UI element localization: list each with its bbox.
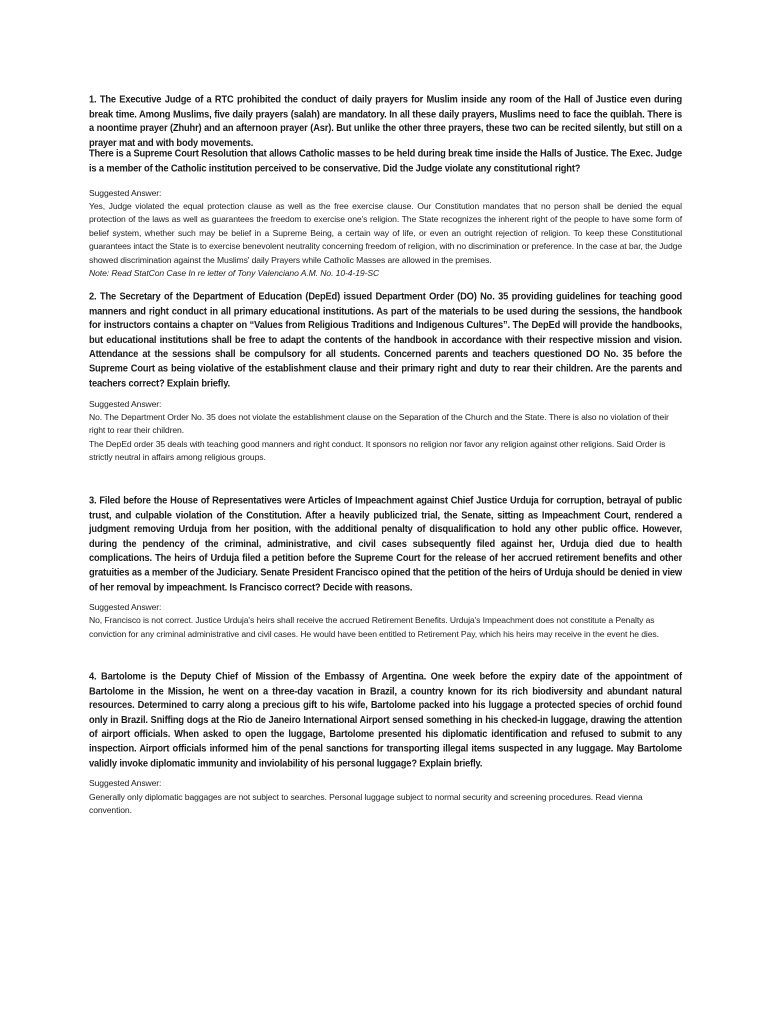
question-4-text: 4. Bartolome is the Deputy Chief of Mission of the Embassy of Argentina. One week before the expiry date of the appointment of Bartolome in the Mission, he went on a three-day vacation in Brazil, a country known for its rich biodiversity and abundant natural resources. Determined to carry along a precious gift to his wife, Bartolome packed into his luggage a protected species of orchid found only in Brazil. Sniffing dogs at the Rio de Janeiro International Airport sensed something in his checked-in luggage, drawing the attention of airport officials. When asked to open the luggage, Bartolome presented his diplomatic identification and refused to submit to any inspection. Airport officials informed him of the penal sanctions for transporting illegal items suspected in any luggage. May Bartolome validly invoke diplomatic immunity and inviolability of his personal luggage? Explain briefly. [89,671,682,769]
question-2-text: 2. The Secretary of the Department of Education (DepEd) issued Department Order (DO) No. 35 providing guidelines for teaching good manners and right conduct in all primary educational institutions. As part of the materials to be used during the sessions, the handbook for instructors contains a chapter on “Values from Religious Traditions and Indigenous Cultures”. The DepEd will provide the handbooks, but educational institutions shall be free to adapt the contents of the handbook in accordance with their respective mission and vision. Attendance at the sessions shall be compulsory for all students. Concerned parents and teachers questioned DO No. 35 before the Supreme Court as being violative of the establishment clause and their primary right and duty to rear their children. Are the parents and teachers correct? Explain briefly. [89,291,682,389]
answer-3-text: No, Francisco is not correct. Justice Urduja's heirs shall receive the accrued Retirement Benefits. Urduja's Impeachment does not constitute a Penalty as conviction for any criminal administrative and civil cases. He would have been entitled to Retirement Pay, which his heirs may receive in the event he dies. [89,615,659,639]
answer-3-label: Suggested Answer: [89,601,162,612]
answer-4-label: Suggested Answer: [89,778,162,789]
answer-3 [89,601,682,641]
question-block-2 [89,290,682,464]
answer-1-label: Suggested Answer: [89,187,162,198]
question-block-1 [89,93,682,280]
answer-4-text: Generally only diplomatic baggages are not subject to searches. Personal luggage subject to normal security and screening procedures. Read vienna convention. [89,791,643,815]
answer-1-text: Yes, Judge violated the equal protection clause as well as the free exercise clause. Our Constitution mandates that no person shall be denied the equal protection of the laws as well as guarantees the freedom to exercise one's religion. The State recognizes the inherent right of the people to have some form of belief system, whether such may be belief in a Supreme Being, a certain way of life, or even an outright rejection of religion. To keep these Constitutional guarantees intact the State is to exercise benevolent neutrality concerning freedom of religion, with no discrimination or preference. In the case at bar, the Judge showed discrimination against the Muslims' daily Prayers while Catholic Masses are allowed in the premises. [89,200,682,265]
answer-2-text-continued: The DepEd order 35 deals with teaching good manners and right conduct. It sponsors no religion nor favor any religion against other religions. Said Order is strictly neutral in affairs among religious groups. [89,438,666,463]
question-3-text: 3. Filed before the House of Representatives were Articles of Impeachment against Chief Justice Urduja for corruption, betrayal of public trust, and culpable violation of the Constitution. After a heavily publicized trial, the Senate, sitting as Impeachment Court, rendered a judgment removing Urduja from her position, with the additional penalty of disqualification to hold any other public office. However, during the pendency of the criminal, administrative, and civil cases subsequently filed against her, Urduja died due to health complications. The heirs of Urduja filed a petition before the Supreme Court for the release of her accrued retirement benefits and other gratuities as a member of the Judiciary. Senate President Francisco opined that the petition of the heirs of Urduja should be denied in view of her removal by impeachment. Is Francisco correct? Decide with reasons. [89,494,682,592]
answer-1 [89,187,682,281]
answer-2 [89,398,682,465]
question-1-text: 1. The Executive Judge of a RTC prohibited the conduct of daily prayers for Muslim inside any room of the Hall of Justice even during break time. Among Muslims, five daily prayers (salah) are mandatory. In all these daily prayers, Muslims need to face the quiblah. There is a noontime prayer (Zhuhr) and an afternoon prayer (Asr). But unlike the other three prayers, these two can be recited silently, but still on a prayer mat and with body movements. [89,94,682,148]
answer-2-text: No. The Department Order No. 35 does not violate the establishment clause on the Separation of the Church and the State. There is also no violation of their right to rear their children. [89,411,669,436]
answer-4 [89,777,682,817]
question-1-text-continued: There is a Supreme Court Resolution that allows Catholic masses to be held during break time inside the Halls of Justice. The Exec. Judge is a member of the Catholic institution perceived to be conservative. Did the Judge violate any constitutional right? [89,148,682,174]
question-block-3 [89,494,682,641]
answer-2-label: Suggested Answer: [89,398,162,409]
answer-1-note: Note: Read StatCon Case In re letter of Tony Valenciano A.M. No. 10-4-19-SC [89,268,380,278]
question-block-4 [89,670,682,817]
